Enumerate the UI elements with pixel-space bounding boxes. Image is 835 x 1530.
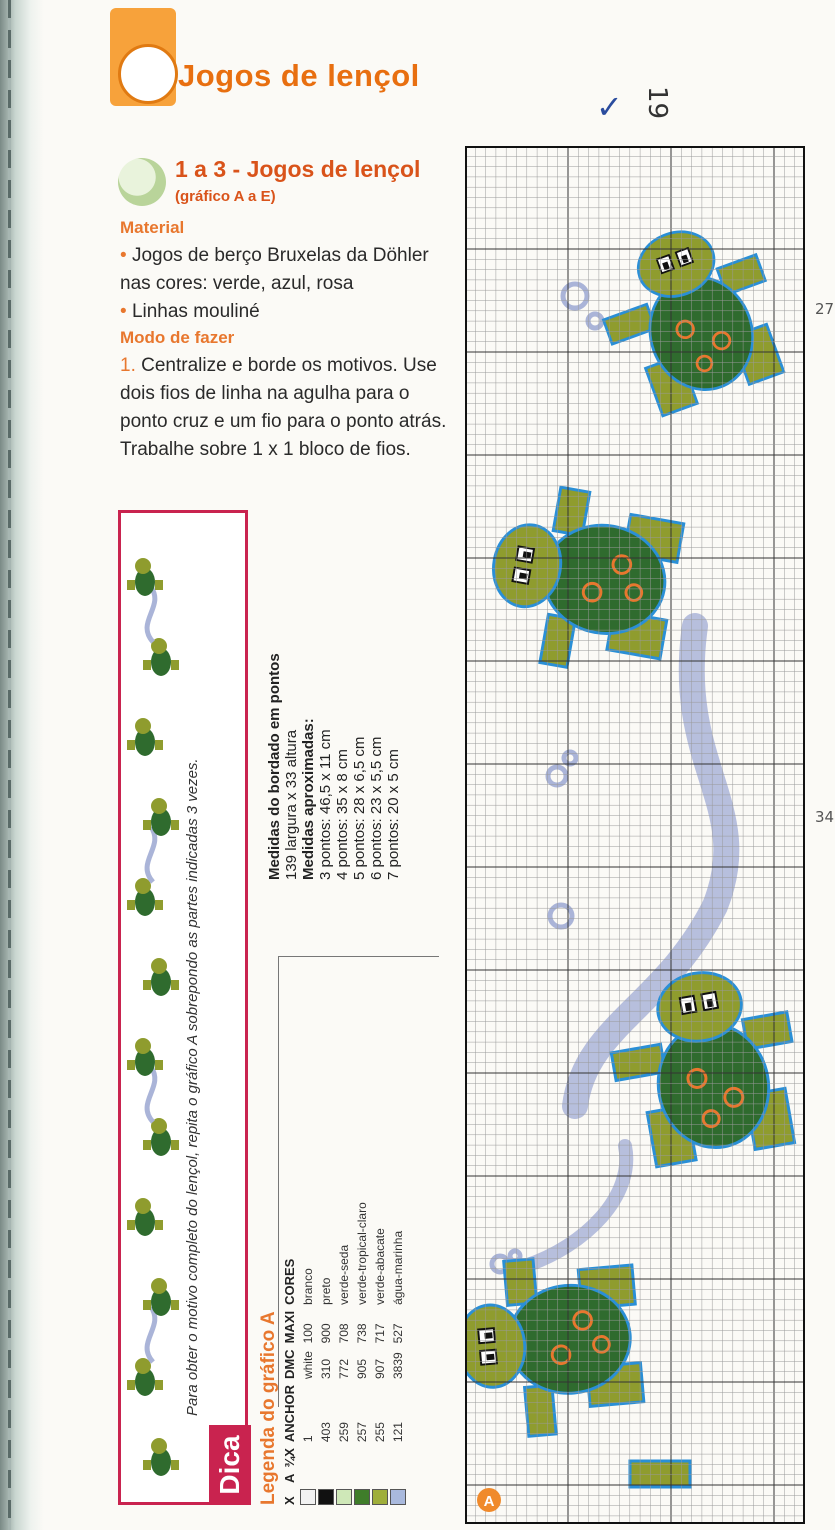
measure-item: 4 pontos: 35 x 8 cm [334, 749, 351, 880]
legend-cell-dmc: 907 [373, 1359, 387, 1380]
tip-box [118, 510, 248, 1505]
rotated-info-panel [118, 510, 450, 1505]
turtle-motif [478, 478, 686, 683]
legend-cell-color_name: verde-tropical-claro [355, 1202, 369, 1305]
material-item: • Jogos de berço Bruxelas da Döhler nas cores: verde, azul, rosa [120, 245, 429, 294]
measure-item: 3 pontos: 46,5 x 11 cm [317, 729, 334, 880]
legend-title: Legenda do gráfico A [258, 1311, 279, 1505]
pupil [486, 1354, 494, 1361]
legend-cell-color_name: preto [319, 1277, 333, 1305]
col-a: A [282, 1473, 297, 1483]
legend-cell-maxi: 738 [355, 1323, 369, 1344]
legend-cell-anchor: 257 [355, 1422, 369, 1443]
preview-turtle [127, 878, 163, 916]
material-item: • Linhas mouliné [120, 301, 260, 322]
bubble [563, 284, 587, 308]
preview-water [147, 1067, 155, 1122]
legend-cell-color_name: verde-abacate [373, 1228, 387, 1305]
preview-turtle [143, 638, 179, 676]
page-binding-edge [0, 0, 44, 1530]
method-step: 1. Centralize e borde os motivos. Use dois fios de linha na agulha para o ponto cruz e um fio para o ponto atrás. Trabalhe sobre 1 x 1 bloco de fios. [120, 355, 447, 460]
legend-row [371, 1196, 389, 1505]
color-swatch [336, 1489, 352, 1505]
color-swatch [318, 1489, 334, 1505]
preview-turtle [127, 718, 163, 756]
legend-row [353, 1196, 371, 1505]
preview-turtle [143, 798, 179, 836]
legend-cell-anchor: 121 [391, 1422, 405, 1443]
legend-cell-color_name: branco [301, 1268, 315, 1305]
approx-title: Medidas aproximadas: [300, 718, 317, 880]
legend-row [299, 1196, 317, 1505]
preview-water [147, 827, 155, 882]
preview-turtle [143, 1278, 179, 1316]
tip-label: Dica [209, 1425, 251, 1505]
flipper [603, 304, 655, 344]
preview-turtle [127, 1038, 163, 1076]
color-swatch [372, 1489, 388, 1505]
preview-turtle [143, 958, 179, 996]
measure-item: 5 pontos: 28 x 6,5 cm [351, 736, 368, 880]
col-maxi: MAXI [282, 1310, 297, 1344]
preview-turtle [127, 1198, 163, 1236]
legend-cell-maxi: 708 [337, 1323, 351, 1344]
legend-row [389, 1196, 407, 1505]
col-cores: CORES [282, 1258, 297, 1305]
legend-cell-maxi: 717 [373, 1323, 387, 1344]
margin-note: 34 [815, 808, 835, 826]
cross-stitch-chart [465, 146, 805, 1524]
page-number: 19 [642, 86, 672, 120]
measurements-title: Medidas do bordado em pontos [266, 653, 283, 880]
legend-cell-dmc: 905 [355, 1359, 369, 1380]
recipe-subtitle: (gráfico A a E) [175, 188, 276, 205]
preview-turtle [143, 1118, 179, 1156]
checkmark-icon: ✓ [596, 89, 623, 125]
preview-turtle [127, 1358, 163, 1396]
legend-cell-anchor: 259 [337, 1422, 351, 1443]
method-label: Modo de fazer [120, 328, 235, 347]
full-motif-preview [125, 517, 181, 1492]
col-dmc: DMC [282, 1349, 297, 1380]
baby-face-icon [118, 44, 178, 104]
measurements-block [266, 520, 402, 880]
color-swatch [300, 1489, 316, 1505]
legend-cell-dmc: 310 [319, 1359, 333, 1380]
margin-note: 27 [815, 300, 835, 318]
legend-cell-dmc: white [301, 1351, 315, 1380]
tip-text: Para obter o motivo completo do lençol, repita o gráfico A sobrepondo as partes indicadas 3 vezes. [184, 758, 201, 1416]
col-anchor: ANCHOR [282, 1385, 297, 1443]
measure-item: 6 pontos: 23 x 5,5 cm [368, 736, 385, 880]
recipe-title: 1 a 3 - Jogos de lençol [175, 156, 421, 182]
baby-face-icon-small [118, 158, 166, 206]
page-title: Jogos de lençol [178, 58, 420, 93]
chart-artwork [465, 208, 805, 1487]
chart-badge-label: A [483, 1493, 495, 1510]
turtle-motif [583, 208, 797, 424]
col-x: X [282, 1496, 297, 1505]
bubble [548, 767, 566, 785]
legend-cell-color_name: água-marinha [391, 1230, 405, 1305]
preview-turtle [143, 1438, 179, 1476]
legend-cell-maxi: 527 [391, 1323, 405, 1344]
preview-water [147, 587, 155, 642]
preview-turtle [127, 558, 163, 596]
legend-cell-dmc: 3839 [391, 1352, 405, 1380]
legend-cell-maxi: 100 [301, 1323, 315, 1344]
color-swatch [354, 1489, 370, 1505]
color-swatch [390, 1489, 406, 1505]
legend-table [282, 1196, 407, 1505]
turtle-partial [630, 1461, 690, 1487]
preview-water [147, 1307, 155, 1362]
col-three-quarter: ¾X [282, 1448, 297, 1468]
legend-cell-color_name: verde-seda [337, 1244, 351, 1305]
measure-item: 7 pontos: 20 x 5 cm [385, 749, 402, 880]
legend-cell-anchor: 255 [373, 1422, 387, 1443]
legend-row [317, 1196, 335, 1505]
legend-row [335, 1196, 353, 1505]
stitch-count: 139 largura x 33 altura [283, 729, 300, 880]
legend-cell-dmc: 772 [337, 1359, 351, 1380]
legend-cell-anchor: 403 [319, 1422, 333, 1443]
material-label: Material [120, 218, 185, 237]
legend-cell-anchor: 1 [301, 1435, 315, 1443]
legend-cell-maxi: 900 [319, 1323, 333, 1344]
